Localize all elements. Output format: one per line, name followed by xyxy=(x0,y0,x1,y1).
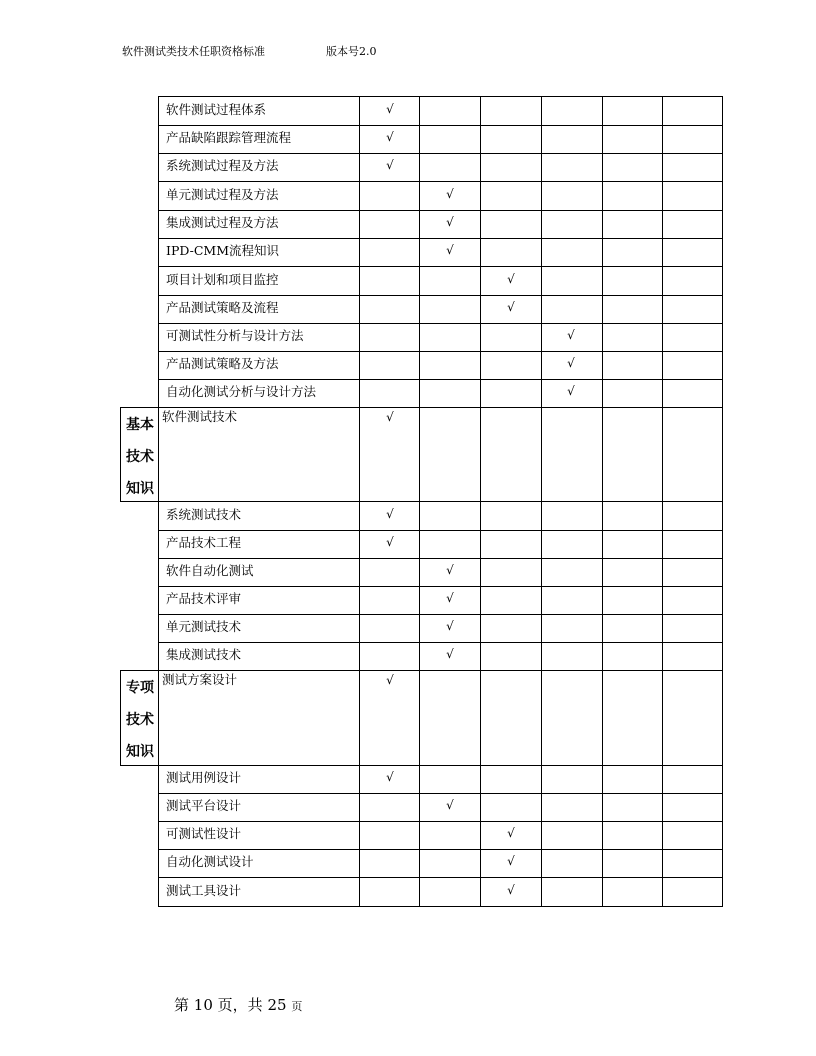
item-name: 可测试性分析与设计方法 xyxy=(166,328,304,343)
item-name-cell xyxy=(158,793,360,822)
level-cell xyxy=(662,125,723,154)
item-name: 集成测试技术 xyxy=(166,647,242,662)
level-cell xyxy=(419,765,481,794)
check-mark: √ xyxy=(567,328,575,342)
level-cell xyxy=(602,642,663,671)
item-name: 软件自动化测试 xyxy=(166,563,254,578)
level-cell xyxy=(359,238,420,267)
level-cell xyxy=(662,96,723,126)
item-name-cell xyxy=(158,96,360,126)
level-cell xyxy=(662,849,723,878)
level-cell xyxy=(602,670,663,766)
check-mark: √ xyxy=(446,647,454,661)
qualification-table xyxy=(120,96,722,908)
level-cell xyxy=(359,877,420,907)
level-cell xyxy=(602,238,663,267)
level-cell xyxy=(359,821,420,850)
level-cell xyxy=(541,125,603,154)
level-cell xyxy=(662,530,723,559)
level-cell xyxy=(662,210,723,239)
level-cell xyxy=(480,238,542,267)
level-cell xyxy=(480,642,542,671)
level-cell xyxy=(602,266,663,296)
level-cell xyxy=(602,793,663,822)
item-name-cell xyxy=(158,670,360,766)
check-mark: √ xyxy=(567,356,575,370)
check-mark: √ xyxy=(507,854,515,868)
level-cell xyxy=(480,765,542,794)
level-cell xyxy=(480,153,542,182)
level-cell xyxy=(419,351,481,380)
level-cell xyxy=(662,821,723,850)
level-cell xyxy=(480,501,542,531)
level-cell xyxy=(541,530,603,559)
item-name-cell xyxy=(158,181,360,211)
document-title: 软件测试类技术任职资格标准 xyxy=(122,45,265,58)
level-cell xyxy=(541,793,603,822)
check-mark: √ xyxy=(446,563,454,577)
item-name-cell xyxy=(158,642,360,671)
item-name: IPD-CMM流程知识 xyxy=(166,243,279,258)
category-cell xyxy=(120,670,159,766)
level-cell xyxy=(662,877,723,907)
level-cell xyxy=(662,586,723,615)
category-label: 基本技术知识 xyxy=(126,417,154,497)
check-mark: √ xyxy=(446,798,454,812)
item-name: 测试方案设计 xyxy=(162,672,238,687)
item-name-cell xyxy=(158,125,360,154)
level-cell xyxy=(602,351,663,380)
level-cell xyxy=(480,407,542,502)
item-name-cell xyxy=(158,407,360,502)
level-cell xyxy=(359,642,420,671)
level-cell xyxy=(541,586,603,615)
level-cell xyxy=(359,614,420,643)
level-cell xyxy=(602,407,663,502)
level-cell xyxy=(662,558,723,587)
total-pages: 25 xyxy=(267,996,287,1014)
level-cell xyxy=(662,181,723,211)
level-cell xyxy=(480,586,542,615)
level-cell xyxy=(419,266,481,296)
category-label: 专项技术知识 xyxy=(126,680,154,760)
level-cell xyxy=(602,821,663,850)
level-cell xyxy=(541,558,603,587)
item-name-cell xyxy=(158,323,360,352)
level-cell xyxy=(662,351,723,380)
level-cell xyxy=(480,793,542,822)
item-name-cell xyxy=(158,266,360,296)
level-cell xyxy=(662,614,723,643)
level-cell xyxy=(359,351,420,380)
check-mark: √ xyxy=(386,410,394,424)
check-mark: √ xyxy=(507,272,515,286)
check-mark: √ xyxy=(446,187,454,201)
level-cell xyxy=(602,96,663,126)
footer-mid: 页，共 xyxy=(217,996,263,1014)
level-cell xyxy=(541,670,603,766)
level-cell xyxy=(662,295,723,324)
item-name: 产品技术评审 xyxy=(166,591,242,606)
item-name: 集成测试过程及方法 xyxy=(166,215,279,230)
item-name: 软件测试过程体系 xyxy=(166,102,267,117)
level-cell xyxy=(602,295,663,324)
item-name-cell xyxy=(158,614,360,643)
level-cell xyxy=(480,181,542,211)
level-cell xyxy=(602,586,663,615)
level-cell xyxy=(662,238,723,267)
level-cell xyxy=(541,877,603,907)
level-cell xyxy=(541,765,603,794)
level-cell xyxy=(359,558,420,587)
check-mark: √ xyxy=(446,591,454,605)
item-name: 产品技术工程 xyxy=(166,535,242,550)
level-cell xyxy=(662,407,723,502)
item-name: 产品缺陷跟踪管理流程 xyxy=(166,130,292,145)
level-cell xyxy=(359,793,420,822)
footer-suffix: 页 xyxy=(291,1000,303,1013)
item-name: 自动化测试分析与设计方法 xyxy=(166,384,317,399)
check-mark: √ xyxy=(386,770,394,784)
item-name-cell xyxy=(158,765,360,794)
page-footer xyxy=(174,994,302,1015)
item-name: 测试平台设计 xyxy=(166,798,242,813)
level-cell xyxy=(419,530,481,559)
level-cell xyxy=(359,295,420,324)
level-cell xyxy=(662,793,723,822)
level-cell xyxy=(602,153,663,182)
item-name: 产品测试策略及方法 xyxy=(166,356,279,371)
level-cell xyxy=(480,670,542,766)
level-cell xyxy=(541,238,603,267)
check-mark: √ xyxy=(446,215,454,229)
level-cell xyxy=(359,586,420,615)
item-name: 系统测试过程及方法 xyxy=(166,158,279,173)
item-name: 测试用例设计 xyxy=(166,770,242,785)
level-cell xyxy=(541,821,603,850)
item-name-cell xyxy=(158,501,360,531)
level-cell xyxy=(541,614,603,643)
level-cell xyxy=(480,323,542,352)
item-name-cell xyxy=(158,351,360,380)
level-cell xyxy=(419,821,481,850)
level-cell xyxy=(541,407,603,502)
item-name-cell xyxy=(158,558,360,587)
version-label: 版本号2.0 xyxy=(326,45,377,58)
check-mark: √ xyxy=(386,130,394,144)
level-cell xyxy=(602,530,663,559)
item-name-cell xyxy=(158,379,360,408)
level-cell xyxy=(359,849,420,878)
level-cell xyxy=(541,96,603,126)
item-name-cell xyxy=(158,530,360,559)
level-cell xyxy=(662,765,723,794)
level-cell xyxy=(541,210,603,239)
level-cell xyxy=(419,153,481,182)
check-mark: √ xyxy=(386,158,394,172)
check-mark: √ xyxy=(446,243,454,257)
item-name: 系统测试技术 xyxy=(166,507,242,522)
level-cell xyxy=(602,558,663,587)
check-mark: √ xyxy=(507,300,515,314)
check-mark: √ xyxy=(386,535,394,549)
level-cell xyxy=(419,295,481,324)
item-name: 自动化测试设计 xyxy=(166,854,254,869)
item-name-cell xyxy=(158,877,360,907)
level-cell xyxy=(662,323,723,352)
level-cell xyxy=(602,614,663,643)
level-cell xyxy=(541,295,603,324)
item-name-cell xyxy=(158,238,360,267)
level-cell xyxy=(480,379,542,408)
level-cell xyxy=(419,877,481,907)
level-cell xyxy=(480,614,542,643)
level-cell xyxy=(419,670,481,766)
level-cell xyxy=(602,877,663,907)
level-cell xyxy=(480,125,542,154)
level-cell xyxy=(541,153,603,182)
level-cell xyxy=(419,407,481,502)
level-cell xyxy=(602,849,663,878)
level-cell xyxy=(541,266,603,296)
check-mark: √ xyxy=(386,507,394,521)
item-name: 项目计划和项目监控 xyxy=(166,272,279,287)
item-name-cell xyxy=(158,821,360,850)
level-cell xyxy=(662,266,723,296)
item-name-cell xyxy=(158,153,360,182)
item-name: 可测试性设计 xyxy=(166,826,242,841)
level-cell xyxy=(662,501,723,531)
level-cell xyxy=(480,210,542,239)
level-cell xyxy=(480,558,542,587)
level-cell xyxy=(480,351,542,380)
item-name-cell xyxy=(158,849,360,878)
footer-prefix: 第 xyxy=(174,996,190,1014)
level-cell xyxy=(359,181,420,211)
category-cell xyxy=(120,407,159,502)
item-name-cell xyxy=(158,295,360,324)
level-cell xyxy=(602,125,663,154)
item-name: 单元测试技术 xyxy=(166,619,242,634)
level-cell xyxy=(419,125,481,154)
level-cell xyxy=(419,501,481,531)
page-header xyxy=(122,43,377,59)
item-name: 产品测试策略及流程 xyxy=(166,300,279,315)
level-cell xyxy=(541,181,603,211)
level-cell xyxy=(602,765,663,794)
level-cell xyxy=(359,379,420,408)
level-cell xyxy=(419,323,481,352)
item-name: 单元测试过程及方法 xyxy=(166,187,279,202)
level-cell xyxy=(602,379,663,408)
check-mark: √ xyxy=(507,826,515,840)
level-cell xyxy=(602,181,663,211)
level-cell xyxy=(541,501,603,531)
item-name: 测试工具设计 xyxy=(166,883,242,898)
check-mark: √ xyxy=(446,619,454,633)
level-cell xyxy=(602,210,663,239)
level-cell xyxy=(480,96,542,126)
check-mark: √ xyxy=(567,384,575,398)
level-cell xyxy=(662,153,723,182)
level-cell xyxy=(359,210,420,239)
level-cell xyxy=(662,379,723,408)
page-number: 10 xyxy=(193,996,213,1014)
level-cell xyxy=(602,501,663,531)
level-cell xyxy=(419,379,481,408)
level-cell xyxy=(359,266,420,296)
level-cell xyxy=(359,323,420,352)
check-mark: √ xyxy=(507,883,515,897)
level-cell xyxy=(480,530,542,559)
level-cell xyxy=(541,642,603,671)
level-cell xyxy=(541,849,603,878)
item-name-cell xyxy=(158,210,360,239)
check-mark: √ xyxy=(386,673,394,687)
level-cell xyxy=(419,96,481,126)
item-name-cell xyxy=(158,586,360,615)
check-mark: √ xyxy=(386,102,394,116)
level-cell xyxy=(602,323,663,352)
item-name: 软件测试技术 xyxy=(162,409,238,424)
level-cell xyxy=(419,849,481,878)
level-cell xyxy=(662,642,723,671)
level-cell xyxy=(662,670,723,766)
